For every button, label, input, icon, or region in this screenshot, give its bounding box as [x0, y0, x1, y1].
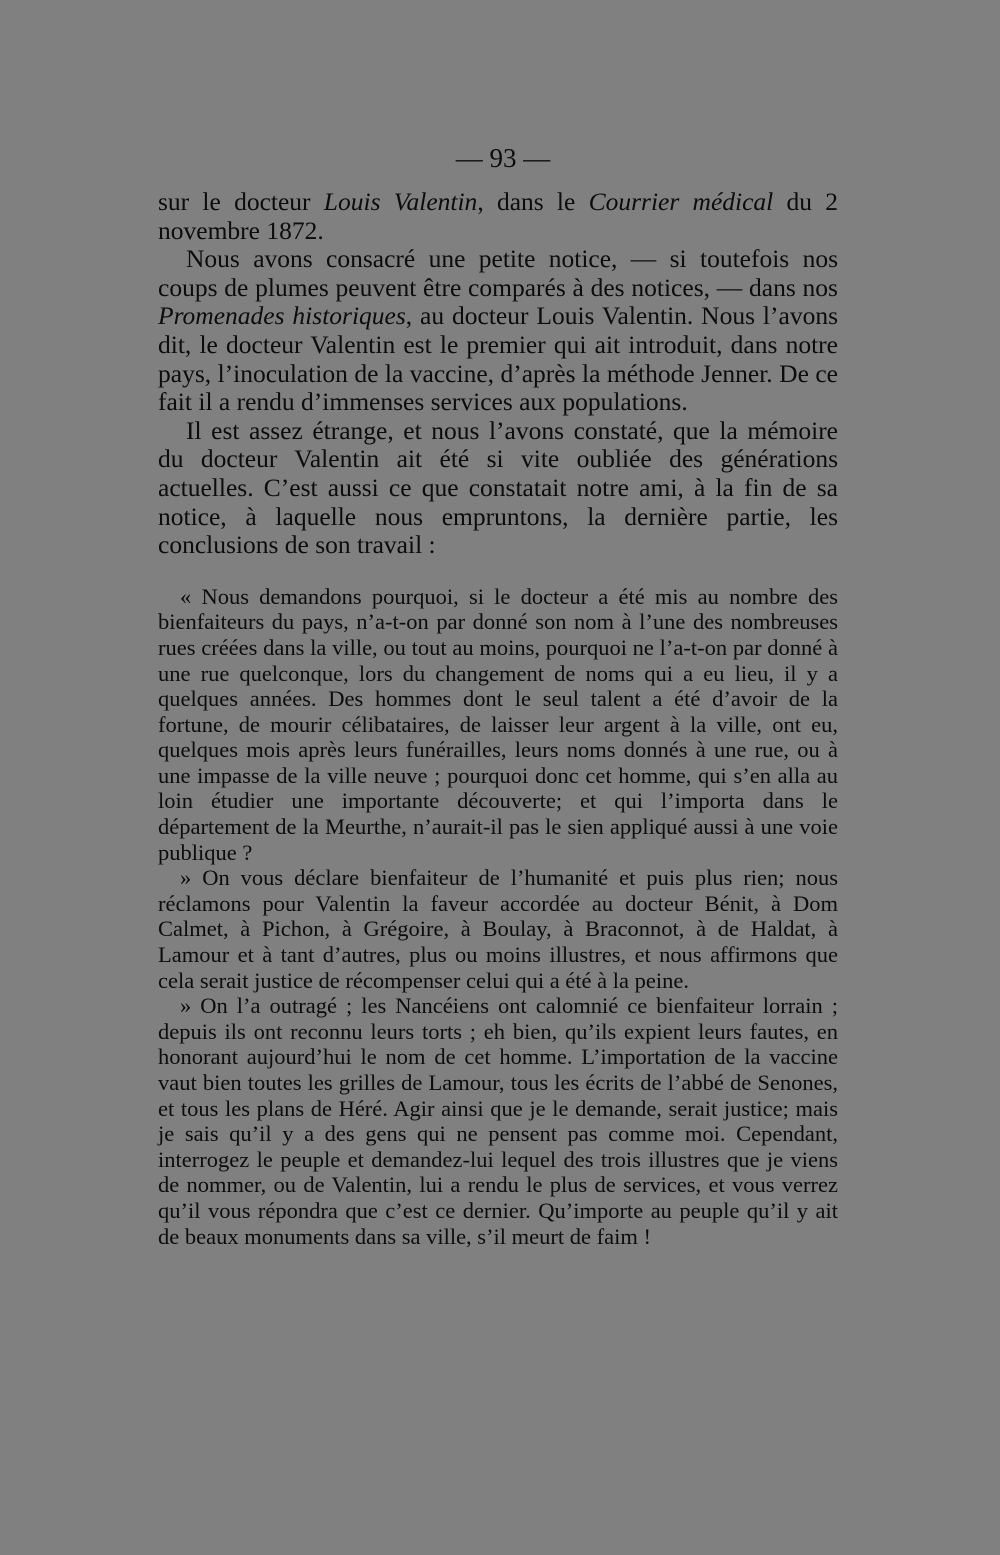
paragraph-text: , au docteur Louis Valentin. Nous l’avons dit, le docteur Valentin est le premier qui ait introduit, dans notre pays, l’inoculation de la vaccine, d’après la méthode Jenner. De ce fait il a rendu d’immenses services aux populations. [158, 301, 838, 417]
quote-paragraph: » On vous déclare bienfaiteur de l’humanité et puis plus rien; nous réclamons pour Valentin la faveur accordée au docteur Bénit, à Dom Calmet, à Pichon, à Grégoire, à Boulay, à Braconnot, à de Haldat, à Lamour et à tant d’autres, plus ou moins illustres, et nous affirmons que cela serait justice de récompenser celui qui a été à la peine. [158, 865, 838, 993]
quote-paragraph: » On l’a outragé ; les Nancéiens ont calomnié ce bienfaiteur lorrain ; depuis ils ont reconnu leurs torts ; eh bien, qu’ils expient leurs fautes, en honorant aujourd’hui le nom de cet homme. L’importation de la vaccine vaut bien toutes les grilles de Lamour, tous les écrits de l’abbé de Senones, et tous les plans de Héré. Agir ainsi que je le demande, serait justice; mais je sais qu’il y a des gens qui ne pensent pas comme moi. Cependant, interrogez le peuple et demandez-lui lequel des trois illustres que je viens de nommer, ou de Valentin, lui a rendu le plus de services, et vous verrez qu’il vous répondra que c’est ce dernier. Qu’importe au peuple qu’il y ait de beaux monuments dans sa ville, s’il meurt de faim ! [158, 993, 838, 1249]
quotation-block [158, 584, 838, 1249]
paragraph-memory: Il est assez étrange, et nous l’avons constaté, que la mémoire du docteur Valentin ait été si vite oubliée des générations actuelles. C’est aussi ce que constatait notre ami, à la fin de sa notice, à laquelle nous empruntons, la dernière partie, les conclusions de son travail : [158, 415, 838, 560]
page-number: — 93 — [455, 143, 551, 173]
quote-paragraph: « Nous demandons pourquoi, si le docteur a été mis au nombre des bienfaiteurs du pays, n’a-t-on par donné son nom à l’une des nombreuses rues créées dans la ville, ou tout au moins, pourquoi ne l’a-t-on par donné à une rue quelconque, lors du changement de noms qui a eu lieu, il y a quelques années. Des hommes dont le seul talent a été d’avoir de la fortune, de mourir célibataires, de laisser leur argent à la ville, ont eu, quelques mois après leurs funérailles, leurs noms donnés à une rue, ou à une impasse de la ville neuve ; pourquoi donc cet homme, qui s’en alla au loin étudier une importante découverte; et qui l’importa dans le département de la Meurthe, n’aurait-il pas le sien appliqué aussi à une voie publique ? [158, 583, 838, 865]
paragraph-notice [158, 245, 838, 417]
journal-title-italic: Courrier médical [588, 187, 774, 216]
person-name-italic: Louis Valentin [323, 187, 478, 216]
book-title-italic: Promenades historiques [158, 301, 406, 331]
paragraph-text: Nous avons consacré une petite notice, — si toutefois nos coups de plumes peuvent être comparés à des notices, — dans nos [158, 244, 838, 302]
paragraph-text: , dans le [477, 187, 589, 216]
book-page [158, 140, 838, 1249]
paragraph-intro [158, 188, 838, 245]
paragraph-text: du 2 novembre 1872. [158, 187, 839, 245]
paragraph-text: sur le docteur [158, 187, 324, 216]
